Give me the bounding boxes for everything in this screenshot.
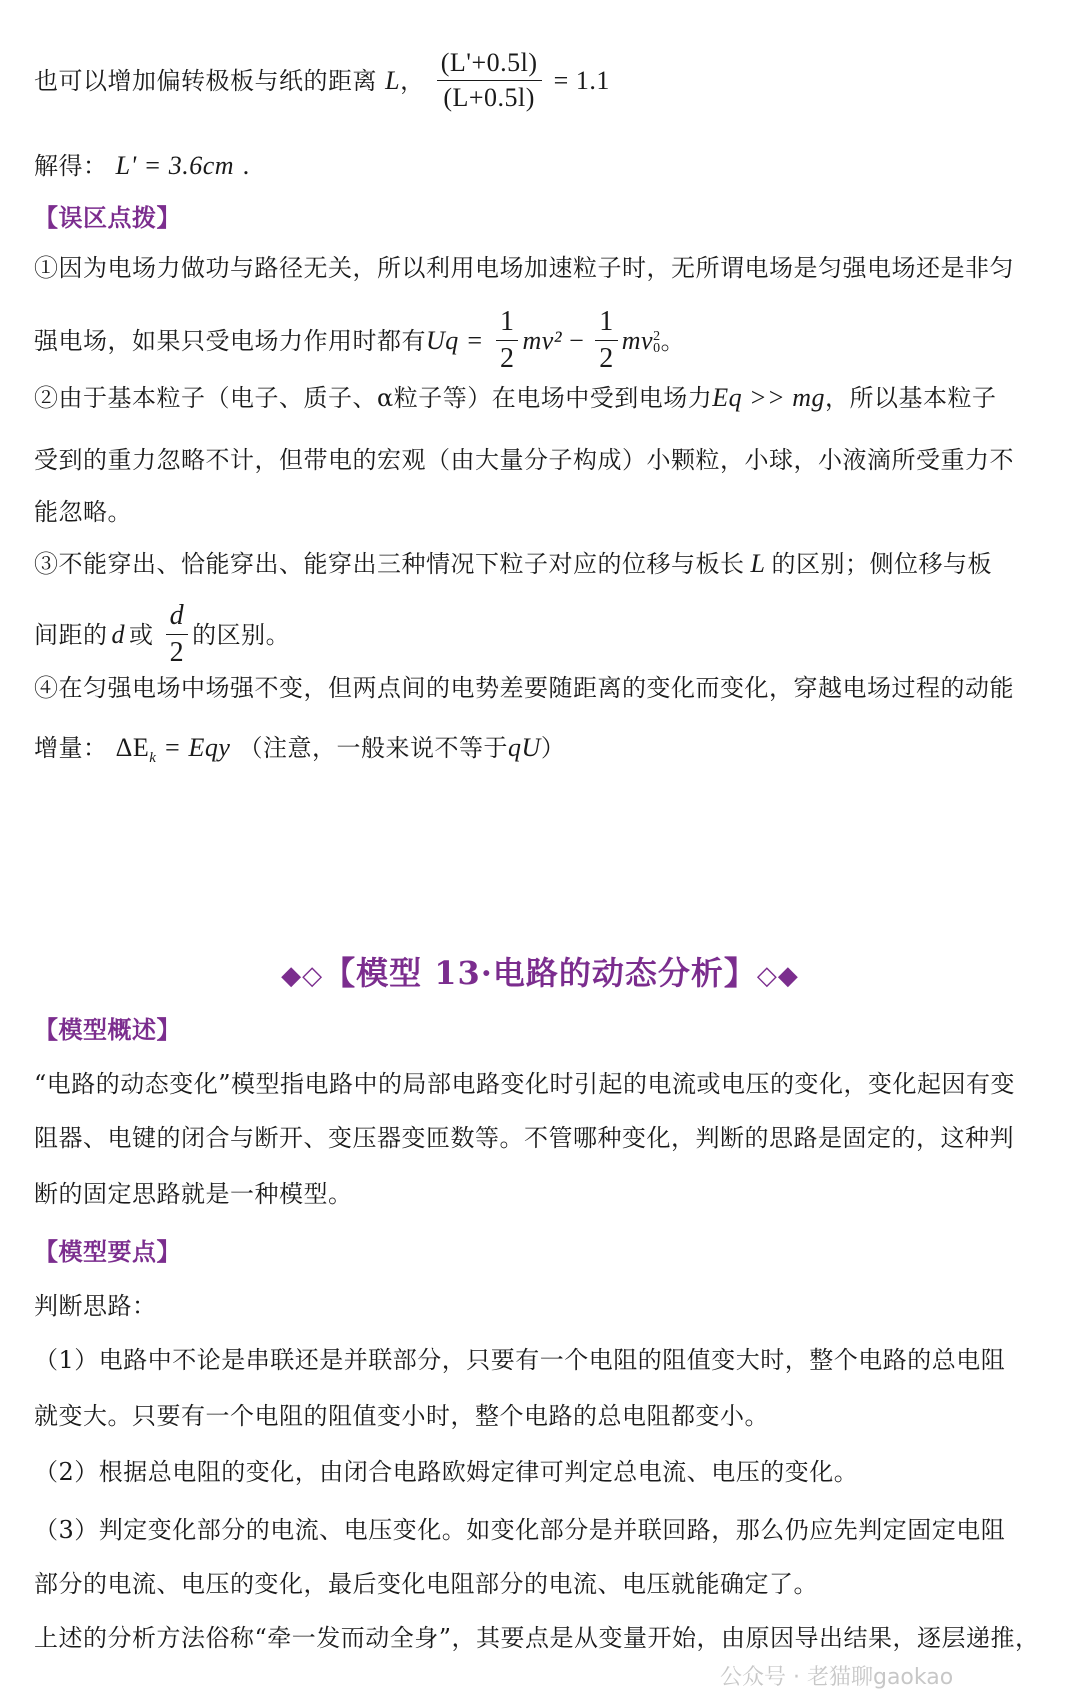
point-3-line-b	[34, 602, 1044, 666]
model-heading	[0, 948, 1080, 994]
point-1-line-a: ①因为电场力做功与路径无关，所以利用电场加速粒子时，无所谓电场是匀强电场还是非匀	[34, 254, 1014, 282]
key-point-1-a: （1）电路中不论是串联还是并联部分，只要有一个电阻的阻值变大时，整个电路的总电阻	[34, 1346, 1006, 1374]
fraction-numerator: (L'+0.5l)	[437, 48, 542, 81]
key-points-intro: 判断思路：	[34, 1292, 157, 1320]
text: 的区别。	[192, 621, 291, 649]
section-tag-key-points: 【模型要点】	[34, 1237, 181, 1266]
math-mv2: mv²	[522, 326, 563, 355]
fraction-half-2	[595, 306, 618, 375]
point-2-line-c: 能忽略。	[34, 498, 132, 526]
var-L: L	[385, 66, 401, 95]
math-eq: Eq >> mg	[712, 383, 825, 412]
numerator: 1	[496, 306, 519, 341]
text: ，所以基本粒子	[824, 384, 997, 412]
text: 也可以增加偏转极板与纸的距离	[34, 67, 386, 95]
section-tag-overview: 【模型概述】	[34, 1015, 181, 1044]
point-3-line-a	[34, 548, 1044, 580]
equation-line-1	[34, 50, 1044, 115]
solution-math: L' = 3.6cm	[115, 151, 235, 180]
fraction	[437, 48, 542, 113]
fraction-d-over-2	[166, 600, 189, 669]
numerator: 1	[595, 306, 618, 341]
denominator: 2	[499, 343, 515, 374]
math-delta-ek	[115, 733, 231, 767]
text: ③不能穿出、恰能穿出、能穿出三种情况下粒子对应的位移与板长	[34, 550, 745, 578]
watermark: 公众号 · 老猫聊gaokao	[720, 1665, 954, 1690]
eqy: = Eqy	[156, 733, 231, 762]
denominator: 2	[169, 637, 185, 668]
period: 。	[660, 327, 686, 355]
denominator: 2	[599, 343, 614, 374]
overview-line-3: 断的固定思路就是一种模型。	[34, 1180, 353, 1208]
sub-k: k	[149, 750, 157, 767]
heading-title: 【模型 13·电路的动态分析】	[323, 954, 757, 992]
period: .	[242, 152, 251, 180]
key-point-4: 上述的分析方法俗称“牵一发而动全身”，其要点是从变量开始，由原因导出结果，逐层递推，	[34, 1624, 1040, 1652]
section-tag-misconceptions: 【误区点拨】	[34, 203, 181, 232]
text: 强电场，如果只受电场力作用时都有	[34, 327, 426, 355]
math-uq: Uq =	[426, 326, 484, 355]
key-point-3-b: 部分的电流、电压的变化，最后变化电阻部分的电流、电压就能确定了。	[34, 1570, 818, 1598]
var-L: L	[750, 549, 766, 578]
point-4-line-b	[34, 732, 1044, 774]
var-d: d	[111, 620, 125, 649]
key-point-2: （2）根据总电阻的变化，由闭合电路欧姆定律可判定总电流、电压的变化。	[34, 1458, 859, 1486]
sub: 0	[653, 340, 661, 356]
sub-sup	[653, 328, 661, 356]
key-point-1-b: 就变大。只要有一个电阻的阻值变小时，整个电路的总电阻都变小。	[34, 1402, 769, 1430]
text: 间距的	[34, 621, 108, 649]
note: （注意，一般来说不等于	[238, 734, 509, 762]
minus: −	[562, 326, 592, 355]
diamond-deco-left: ◆◇	[281, 961, 324, 991]
sup: 2	[653, 328, 661, 344]
overview-line-1: “电路的动态变化”模型指电路中的局部电路变化时引起的电流或电压的变化，变化起因有变	[34, 1070, 1016, 1098]
text: 的区别；侧位移与板	[771, 550, 992, 578]
label: 解得：	[34, 152, 108, 180]
comma: ，	[400, 67, 425, 95]
key-point-3-a: （3）判定变化部分的电流、电压变化。如变化部分是并联回路，那么仍应先判定固定电阻	[34, 1516, 1006, 1544]
close-paren: ）	[540, 734, 566, 762]
point-4-line-a: ④在匀强电场中场强不变，但两点间的电势差要随距离的变化而变化，穿越电场过程的动能	[34, 674, 1014, 702]
solution-line	[34, 150, 1044, 182]
diamond-deco-right: ◇◆	[756, 961, 799, 991]
point-2-line-a	[34, 382, 1044, 414]
text: 增量：	[34, 734, 108, 762]
overview-line-2: 阻器、电键的闭合与断开、变压器变匝数等。不管哪种变化，判断的思路是固定的，这种判	[34, 1124, 1014, 1152]
math-qu: qU	[508, 733, 541, 762]
fraction-denominator: (L+0.5l)	[443, 83, 535, 112]
math-mv0: mv	[621, 326, 654, 355]
point-2-line-b: 受到的重力忽略不计，但带电的宏观（由大量分子构成）小颗粒，小球，小液滴所受重力不	[34, 446, 1014, 474]
result: = 1.1	[553, 66, 610, 95]
numerator: d	[166, 600, 189, 635]
text: 或	[129, 621, 154, 649]
point-1-line-b	[34, 306, 1044, 374]
delta-e: ΔE	[115, 733, 150, 762]
text: ②由于基本粒子（电子、质子、α粒子等）在电场中受到电场力	[34, 384, 713, 412]
fraction-half-1	[496, 306, 519, 375]
